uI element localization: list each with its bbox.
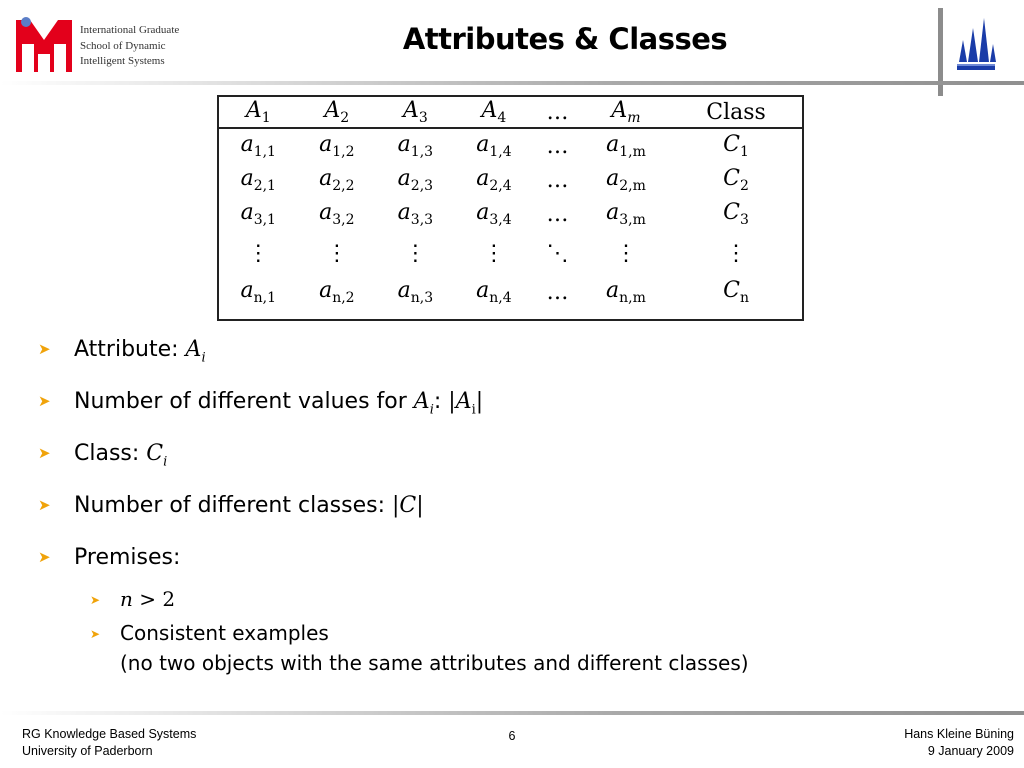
table-cell: … (546, 133, 569, 159)
vertical-ellipsis: ⋮ (614, 240, 637, 266)
table-cell: … (546, 279, 569, 305)
table-cell: $a_{1,4}$ (476, 132, 512, 160)
vertical-ellipsis: ⋮ (247, 240, 270, 266)
table-cell: $a_{n,1}$ (240, 278, 277, 306)
table-cell: $a_{1,m}$ (606, 132, 646, 160)
table-cell: $a_{n,2}$ (319, 278, 355, 306)
class-cell: $C_n$ (723, 278, 749, 306)
table-header-row (219, 97, 802, 128)
table-cell: $a_{3,2}$ (319, 200, 355, 228)
header-cell: $A_2$ (324, 98, 350, 126)
institution-line: Intelligent Systems (80, 55, 165, 67)
table-row (219, 128, 802, 163)
bullet-class: ➤ Class: $C_i$ (38, 441, 168, 470)
sub-bullet-n-greater-2: ➤ n > 2 (90, 587, 176, 611)
footer-right (904, 726, 1014, 760)
arrowhead-bullet-icon: ➤ (38, 392, 51, 410)
footer-date: 9 January 2009 (927, 744, 1014, 758)
bullet-number-of-values: ➤ Number of different values for $A_i$: $|A_i|$ (38, 389, 484, 418)
table-cell: $a_{1,3}$ (397, 132, 434, 160)
institution-line: International Graduate (80, 24, 180, 36)
table-cell: … (546, 201, 569, 227)
sub-bullet-consistent-examples: ➤ Consistent examples (no two objects with the same attributes and different classes) (90, 621, 749, 675)
header-cell: $A_3$ (402, 98, 428, 126)
arrowhead-bullet-icon: ➤ (90, 593, 101, 607)
table-cell: $a_{n,m}$ (606, 278, 646, 306)
table-cell: $a_{3,3}$ (397, 200, 434, 228)
table-row (219, 163, 802, 197)
table-cell: $a_{1,1}$ (240, 132, 276, 160)
page-number: 6 (508, 729, 516, 743)
diagonal-ellipsis: ⋱ (546, 240, 569, 266)
table-cell: $a_{2,3}$ (397, 166, 434, 194)
table-cell: $a_{n,4}$ (476, 278, 512, 306)
footer-group-name: RG Knowledge Based Systems (22, 727, 197, 741)
institution-name (80, 23, 179, 70)
vertical-ellipsis: ⋮ (404, 240, 427, 266)
table-row-ellipsis (219, 231, 802, 275)
table-cell: $a_{2,4}$ (476, 166, 512, 194)
class-cell: $C_1$ (723, 132, 749, 160)
arrowhead-bullet-icon: ➤ (38, 548, 51, 566)
arrowhead-bullet-icon: ➤ (38, 444, 51, 462)
table-cell: $a_{2,m}$ (606, 166, 646, 194)
table-cell: $a_{2,2}$ (319, 166, 355, 194)
slide-title: Attributes & Classes (402, 22, 728, 56)
header-cell: … (546, 99, 569, 125)
table-row (219, 197, 802, 231)
arrowhead-bullet-icon: ➤ (90, 627, 101, 641)
igs-logo (16, 16, 72, 72)
footer-university: University of Paderborn (22, 744, 153, 758)
footer-divider (0, 711, 1024, 715)
footer-left (22, 726, 196, 760)
vertical-ellipsis: ⋮ (725, 240, 748, 266)
institution-line: School of Dynamic (80, 39, 166, 52)
table-cell: $a_{1,2}$ (319, 132, 355, 160)
header-cell-class: Class (706, 99, 766, 125)
bullet-attribute: ➤ Attribute: $A_i$ (38, 337, 206, 366)
table-cell: $a_{3,1}$ (240, 200, 276, 228)
class-cell: $C_2$ (723, 166, 749, 194)
header-divider (0, 81, 1024, 85)
table-row (219, 275, 802, 309)
bullet-premises: ➤ Premises: (38, 545, 181, 570)
attribute-class-table (217, 95, 804, 321)
header-cell: $A_m$ (611, 98, 641, 126)
table-cell: $a_{3,4}$ (476, 200, 512, 228)
footer-author: Hans Kleine Büning (904, 727, 1014, 741)
table-cell: $a_{n,3}$ (397, 278, 434, 306)
upb-logo (953, 14, 999, 70)
table-cell: $a_{2,1}$ (240, 166, 276, 194)
class-cell: $C_3$ (723, 200, 749, 228)
table-cell: … (546, 167, 569, 193)
table-cell: $a_{3,m}$ (606, 200, 646, 228)
vertical-ellipsis: ⋮ (482, 240, 505, 266)
arrowhead-bullet-icon: ➤ (38, 496, 51, 514)
header-cell: $A_1$ (245, 98, 271, 126)
arrowhead-bullet-icon: ➤ (38, 340, 51, 358)
header-cell: $A_4$ (481, 98, 507, 126)
bullet-number-of-classes: ➤ Number of different classes: |C| (38, 493, 424, 518)
vertical-ellipsis: ⋮ (325, 240, 348, 266)
